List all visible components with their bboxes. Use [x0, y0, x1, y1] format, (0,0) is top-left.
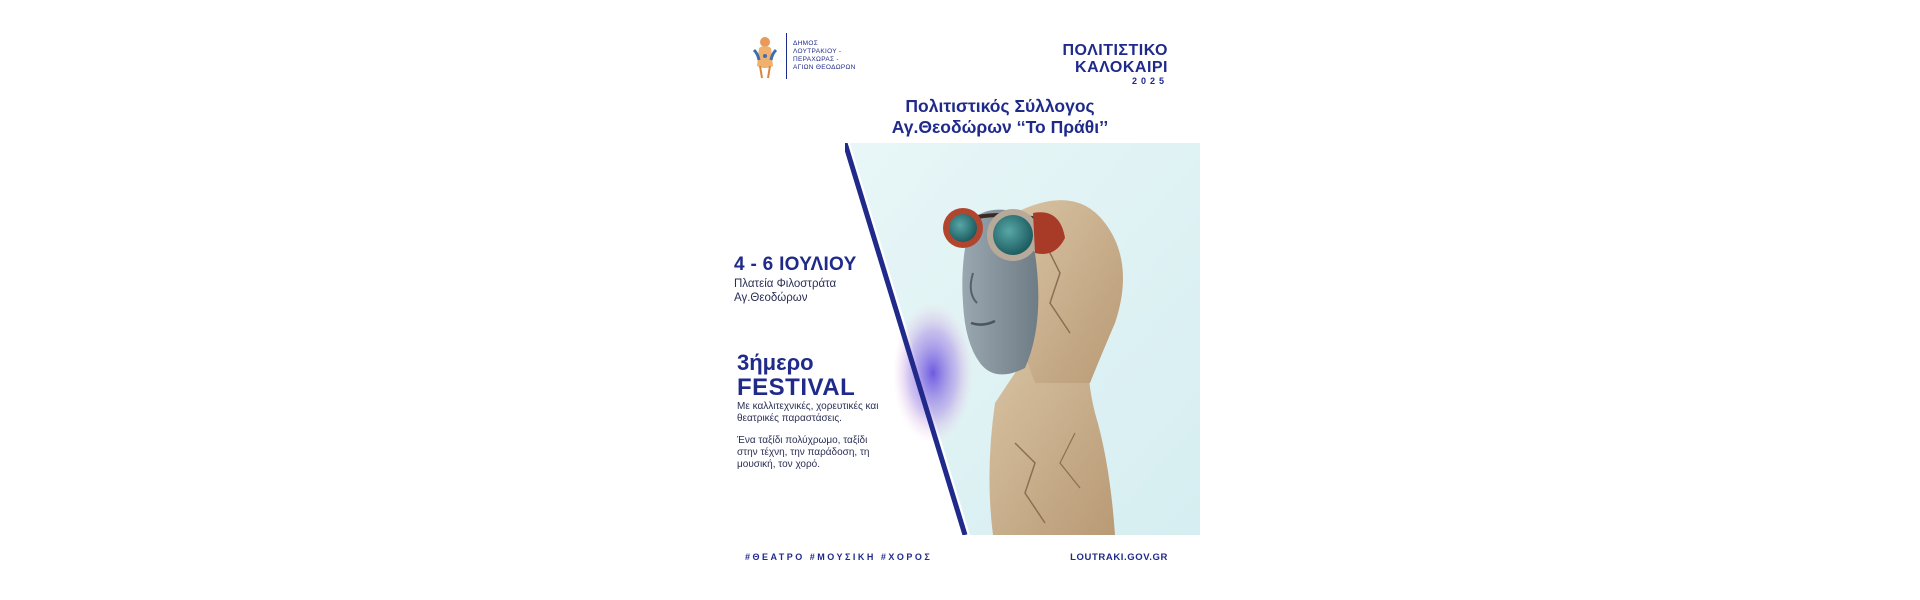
festival-poster — [730, 20, 1210, 580]
municipality-line: ΔΗΜΟΣ — [793, 40, 819, 47]
festival-description: Με καλλιτεχνικές, χορευτικές και θεατρικές παραστάσεις. — [737, 401, 879, 424]
festival-duration: 3ήμερο — [737, 350, 814, 375]
campaign-year: 2025 — [1131, 76, 1168, 86]
artwork-panel — [845, 143, 1200, 535]
campaign-logo[interactable] — [1063, 42, 1169, 86]
association-line-2: Αγ.Θεοδώρων ‘‘Το Πράθι’’ — [891, 117, 1109, 137]
venue-line-1: Πλατεία Φιλοστράτα — [734, 278, 837, 290]
hashtags: #ΘΕΑΤΡΟ #ΜΟΥΣΙΚΗ #ΧΟΡΟΣ — [745, 552, 933, 562]
association-title — [880, 96, 1120, 138]
logo-divider — [786, 33, 787, 79]
municipality-line: ΛΟΥΤΡΑΚΙΟΥ - — [793, 48, 842, 55]
municipality-line: ΑΓΙΩΝ ΘΕΟΔΩΡΩΝ — [793, 64, 856, 71]
municipality-line: ΠΕΡΑΧΩΡΑΣ - — [793, 56, 839, 63]
website-link[interactable]: LOUTRAKI.GOV.GR — [1070, 552, 1168, 563]
festival-title: FESTIVAL — [737, 374, 856, 401]
association-line-1: Πολιτιστικός Σύλλογος — [905, 96, 1095, 116]
event-dates: 4 - 6 ΙΟΥΛΙΟΥ — [734, 254, 857, 275]
municipality-logo[interactable] — [750, 32, 873, 80]
campaign-line-2: ΚΑΛΟΚΑΙΡΙ — [1075, 59, 1168, 76]
event-venue — [734, 278, 874, 305]
venue-line-2: Αγ.Θεοδώρων — [734, 291, 808, 304]
festival-tagline: Ένα ταξίδι πολύχρωμο, ταξίδι στην τέχνη, την παράδοση, τη μουσική, τον χορό. — [737, 435, 870, 470]
sculpture-artwork — [845, 143, 1200, 535]
campaign-line-1: ΠΟΛΙΤΙΣΤΙΚΟ — [1062, 42, 1168, 59]
municipality-name — [793, 40, 873, 72]
municipality-emblem-icon — [750, 32, 780, 80]
